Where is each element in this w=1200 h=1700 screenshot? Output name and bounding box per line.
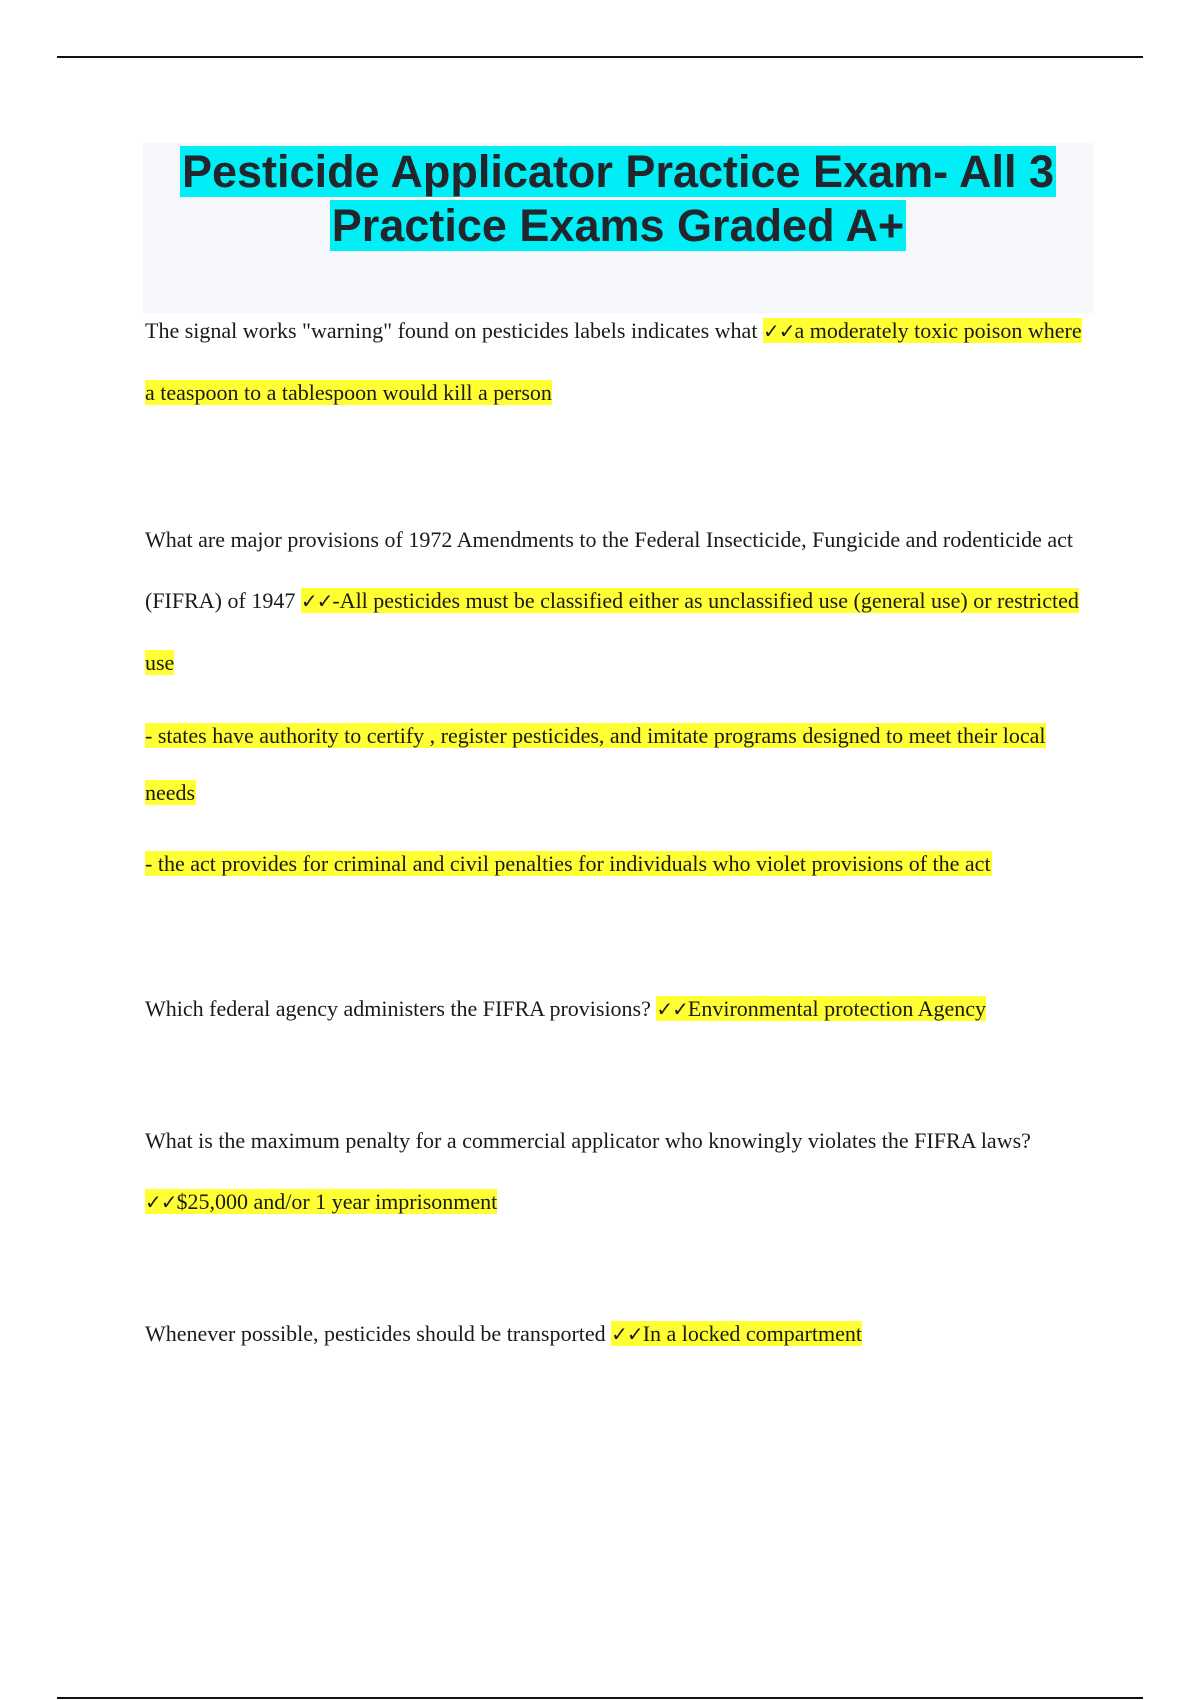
- answer-bullet-2: - the act provides for criminal and civil penalties for individuals who violet provisions of the act: [145, 851, 991, 876]
- question-text: What is the maximum penalty for a commercial applicator who knowingly violates the FIFRA laws?: [145, 1128, 1031, 1153]
- double-check-icon: ✓✓: [300, 589, 333, 613]
- qa-item-2: [145, 509, 1090, 693]
- title-line-1: Pesticide Applicator Practice Exam- All 3: [181, 146, 1054, 197]
- question-text: Which federal agency administers the FIFRA provisions?: [145, 996, 657, 1021]
- question-text: The signal works "warning" found on pesticides labels indicates what: [145, 318, 763, 343]
- title-line-2: Practice Exams Graded A+: [331, 200, 905, 251]
- header-rule: [57, 56, 1143, 58]
- qa-list: [145, 300, 1090, 1365]
- double-check-icon: ✓✓: [762, 319, 795, 343]
- double-check-icon: ✓✓: [145, 1190, 177, 1214]
- page-title: [143, 145, 1093, 253]
- question-text: What are major provisions of 1972 Amendments to the Federal Insecticide, Fungicide and rodenticide act (FIFRA) of 1947: [145, 527, 1074, 613]
- answer-bullet-1: - states have authority to certify , register pesticides, and imitate programs designed to meet their local needs: [145, 723, 1046, 805]
- qa-item-3: [145, 978, 1090, 1040]
- footer-rule: [57, 1697, 1143, 1699]
- double-check-icon: ✓✓: [611, 1322, 643, 1346]
- double-check-icon: ✓✓: [656, 997, 688, 1021]
- answer-text: ✓✓In a locked compartment: [611, 1321, 862, 1346]
- qa-item-1: [145, 300, 1090, 423]
- qa-item-4: [145, 1110, 1090, 1233]
- answer-text: ✓✓Environmental protection Agency: [656, 996, 987, 1021]
- qa-item-5: [145, 1303, 1090, 1365]
- answer-text: ✓✓a moderately toxic poison where a teaspoon to a tablespoon would kill a person: [145, 318, 1082, 405]
- answer-text: ✓✓-All pesticides must be classified either as unclassified use (general use) or restricted use: [145, 588, 1079, 675]
- answer-text: ✓✓$25,000 and/or 1 year imprisonment: [145, 1189, 498, 1214]
- question-text: Whenever possible, pesticides should be transported: [145, 1321, 612, 1346]
